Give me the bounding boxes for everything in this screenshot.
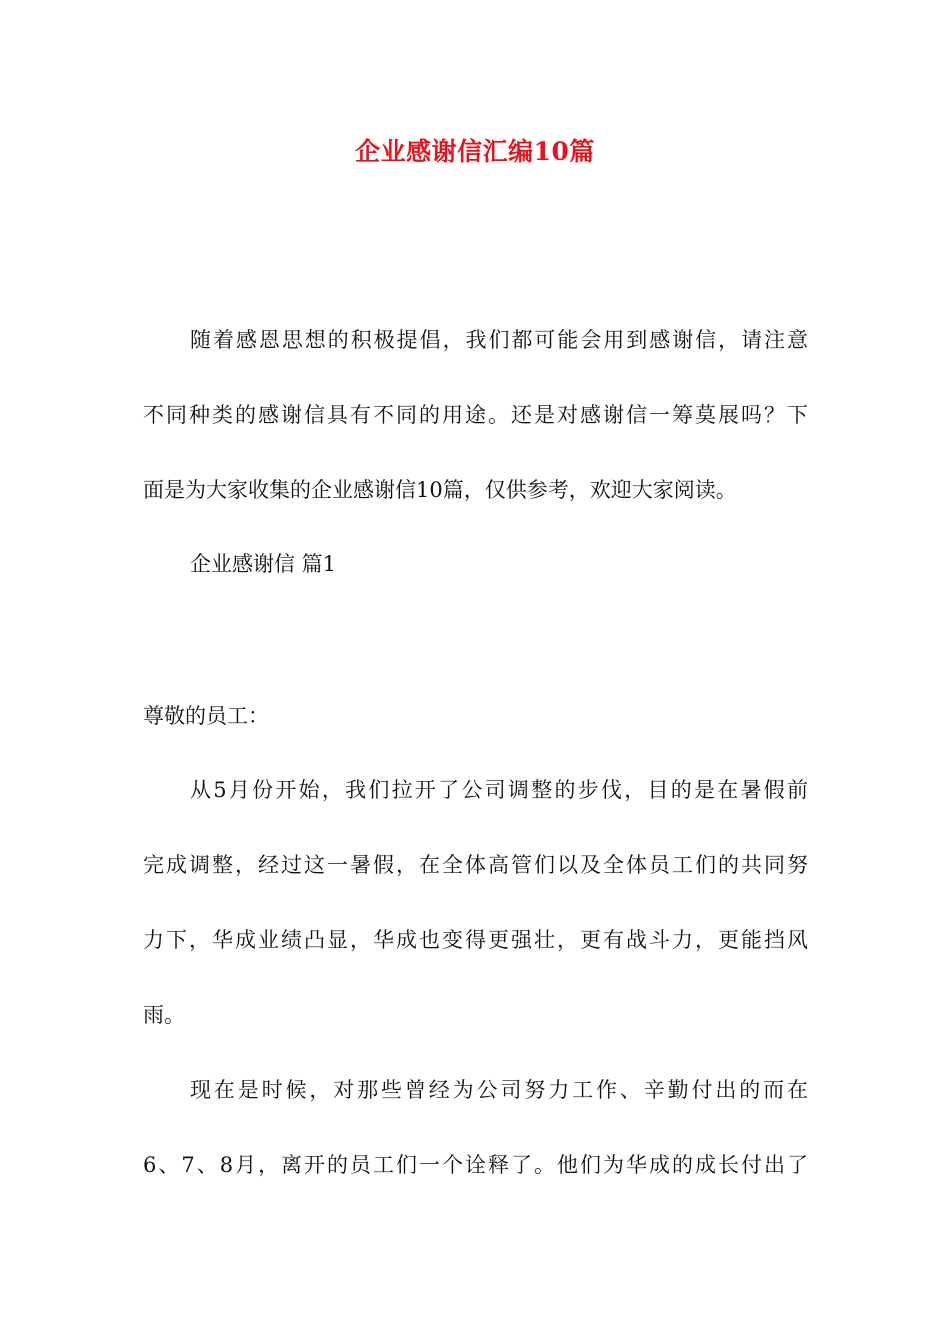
intro-line-3: 面是为大家收集的企业感谢信10篇，仅供参考，欢迎大家阅读。 [143, 478, 737, 502]
paragraph-1-line-1: 从5月份开始，我们拉开了公司调整的步伐，目的是在暑假前 [190, 778, 808, 802]
document-title: 企业感谢信汇编10篇 [355, 137, 595, 166]
intro-line-1: 随着感恩思想的积极提倡，我们都可能会用到感谢信，请注意 [190, 328, 808, 352]
paragraph-1-line-2: 完成调整，经过这一暑假，在全体高管们以及全体员工们的共同努 [143, 853, 808, 877]
intro-line-2: 不同种类的感谢信具有不同的用途。还是对感谢信一筹莫展吗？下 [143, 403, 808, 427]
paragraph-1-line-3: 力下，华成业绩凸显，华成也变得更强壮，更有战斗力，更能挡风 [143, 928, 808, 952]
salutation: 尊敬的员工： [143, 704, 269, 728]
paragraph-1-line-4: 雨。 [143, 1003, 185, 1027]
paragraph-2-line-1: 现在是时候，对那些曾经为公司努力工作、辛勤付出的而在 [190, 1078, 808, 1102]
section-heading: 企业感谢信 篇1 [190, 552, 337, 576]
paragraph-2-line-2: 6、7、8月，离开的员工们一个诠释了。他们为华成的成长付出了 [143, 1153, 808, 1177]
